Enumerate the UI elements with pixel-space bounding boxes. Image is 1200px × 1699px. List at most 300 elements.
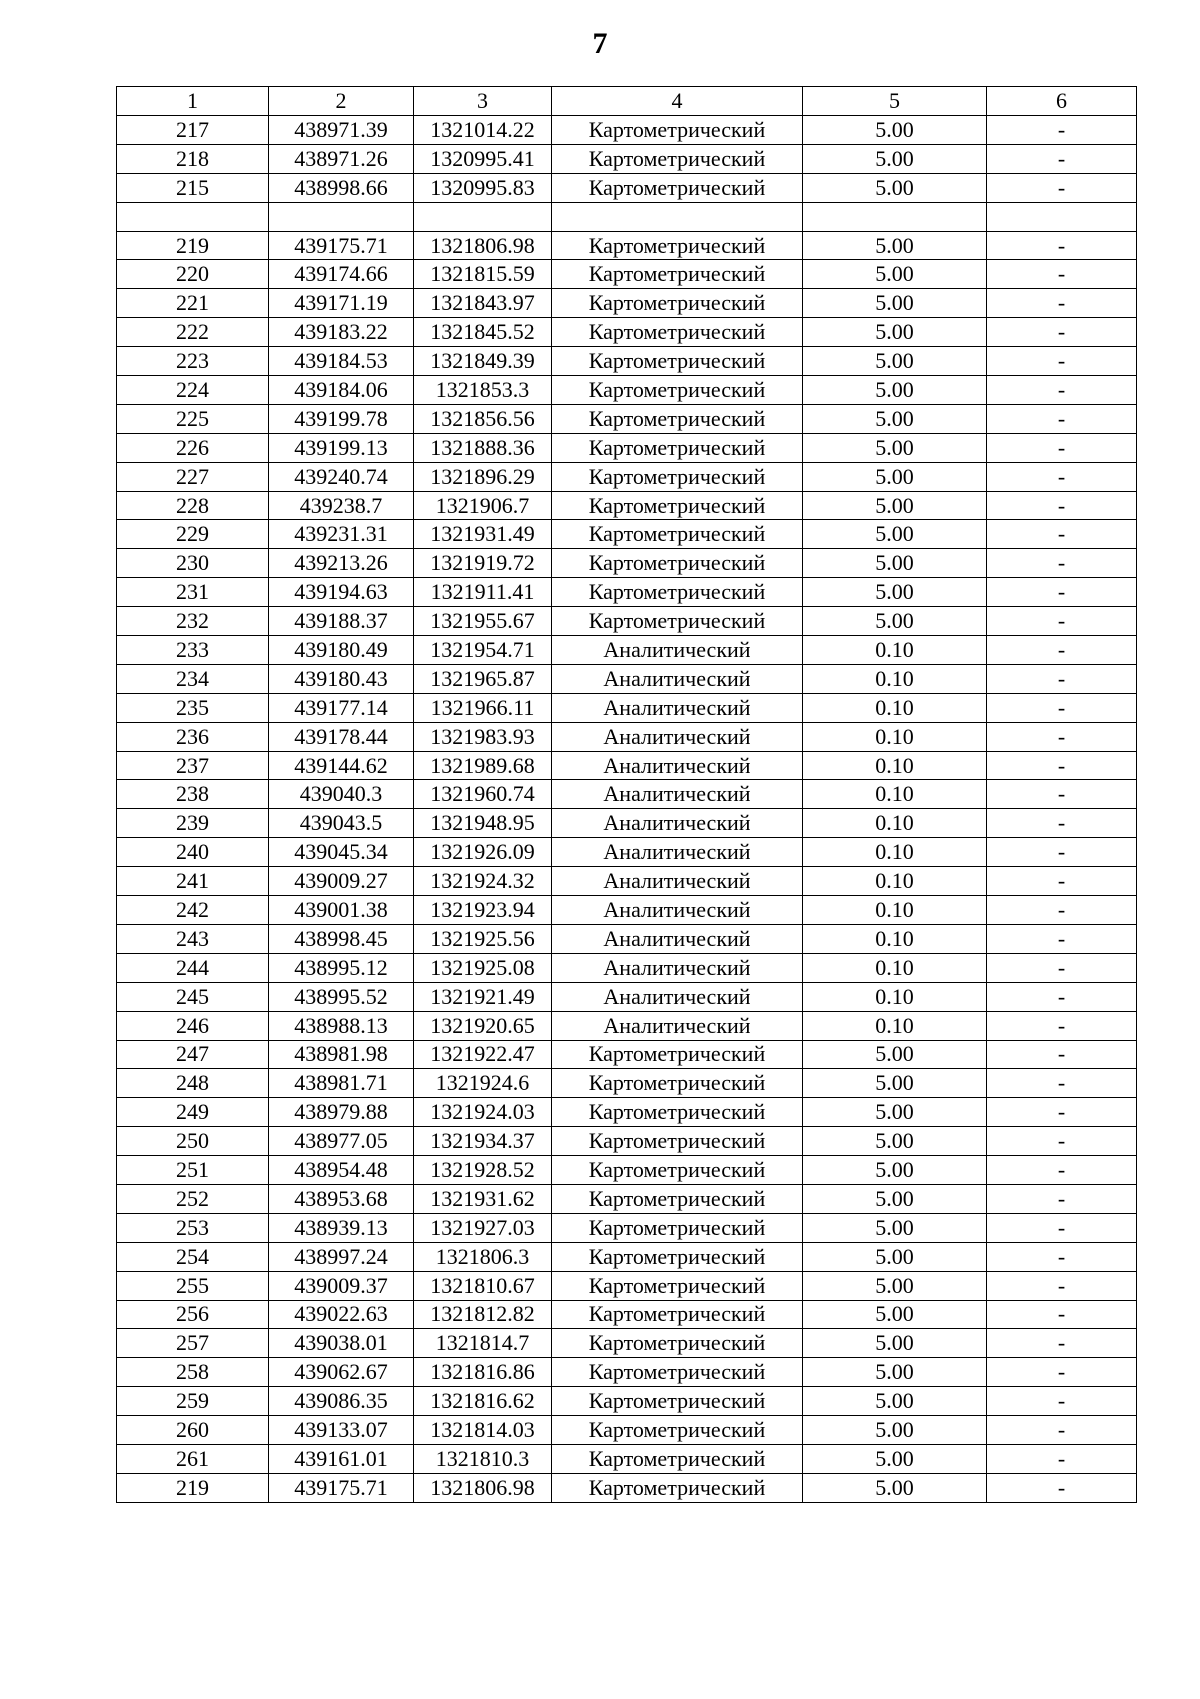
point-number-cell: 252 bbox=[117, 1184, 269, 1213]
method-cell: Картометрический bbox=[552, 549, 803, 578]
table-row bbox=[117, 1011, 1137, 1040]
x-coordinate-cell: 439180.49 bbox=[269, 636, 414, 665]
method-cell: Картометрический bbox=[552, 1416, 803, 1445]
point-number-cell: 255 bbox=[117, 1271, 269, 1300]
point-number-cell: 217 bbox=[117, 116, 269, 145]
y-coordinate-cell: 1321934.37 bbox=[414, 1127, 552, 1156]
x-coordinate-cell: 439133.07 bbox=[269, 1416, 414, 1445]
method-cell: Аналитический bbox=[552, 896, 803, 925]
y-coordinate-cell: 1321806.98 bbox=[414, 231, 552, 260]
y-coordinate-cell: 1321812.82 bbox=[414, 1300, 552, 1329]
table-row bbox=[117, 376, 1137, 405]
table-row bbox=[117, 549, 1137, 578]
method-cell: Картометрический bbox=[552, 231, 803, 260]
accuracy-cell: 5.00 bbox=[803, 1358, 987, 1387]
note-cell: - bbox=[987, 751, 1137, 780]
x-coordinate-cell: 439175.71 bbox=[269, 231, 414, 260]
note-cell: - bbox=[987, 376, 1137, 405]
point-number-cell: 232 bbox=[117, 607, 269, 636]
point-number-cell: 257 bbox=[117, 1329, 269, 1358]
note-cell bbox=[987, 202, 1137, 231]
note-cell: - bbox=[987, 896, 1137, 925]
method-cell: Картометрический bbox=[552, 376, 803, 405]
note-cell: - bbox=[987, 1300, 1137, 1329]
y-coordinate-cell: 1321906.7 bbox=[414, 491, 552, 520]
table-row bbox=[117, 578, 1137, 607]
y-coordinate-cell: 1321806.98 bbox=[414, 1473, 552, 1502]
note-cell: - bbox=[987, 780, 1137, 809]
table-row bbox=[117, 982, 1137, 1011]
y-coordinate-cell: 1321920.65 bbox=[414, 1011, 552, 1040]
accuracy-cell: 0.10 bbox=[803, 838, 987, 867]
accuracy-cell: 5.00 bbox=[803, 1213, 987, 1242]
y-coordinate-cell: 1321925.56 bbox=[414, 924, 552, 953]
y-coordinate-cell: 1321896.29 bbox=[414, 462, 552, 491]
table-row bbox=[117, 607, 1137, 636]
x-coordinate-cell: 439194.63 bbox=[269, 578, 414, 607]
method-cell: Картометрический bbox=[552, 1127, 803, 1156]
note-cell: - bbox=[987, 1098, 1137, 1127]
y-coordinate-cell: 1321931.62 bbox=[414, 1184, 552, 1213]
point-number-cell: 243 bbox=[117, 924, 269, 953]
point-number-cell: 236 bbox=[117, 722, 269, 751]
y-coordinate-cell: 1321931.49 bbox=[414, 520, 552, 549]
point-number-cell: 235 bbox=[117, 693, 269, 722]
table-row bbox=[117, 318, 1137, 347]
method-cell: Аналитический bbox=[552, 838, 803, 867]
accuracy-cell: 0.10 bbox=[803, 751, 987, 780]
x-coordinate-cell: 439213.26 bbox=[269, 549, 414, 578]
table-row bbox=[117, 260, 1137, 289]
note-cell: - bbox=[987, 809, 1137, 838]
point-number-cell: 224 bbox=[117, 376, 269, 405]
accuracy-cell: 5.00 bbox=[803, 1040, 987, 1069]
x-coordinate-cell: 439043.5 bbox=[269, 809, 414, 838]
point-number-cell: 245 bbox=[117, 982, 269, 1011]
method-cell: Аналитический bbox=[552, 693, 803, 722]
note-cell: - bbox=[987, 664, 1137, 693]
y-coordinate-cell bbox=[414, 202, 552, 231]
point-number-cell: 227 bbox=[117, 462, 269, 491]
table-body bbox=[117, 87, 1137, 1503]
method-cell: Картометрический bbox=[552, 1242, 803, 1271]
point-number-cell: 237 bbox=[117, 751, 269, 780]
table-row bbox=[117, 809, 1137, 838]
point-number-cell: 250 bbox=[117, 1127, 269, 1156]
table-row bbox=[117, 116, 1137, 145]
note-cell: - bbox=[987, 636, 1137, 665]
point-number-cell: 239 bbox=[117, 809, 269, 838]
note-cell: - bbox=[987, 144, 1137, 173]
point-number-cell: 230 bbox=[117, 549, 269, 578]
note-cell: - bbox=[987, 1127, 1137, 1156]
x-coordinate-cell: 439038.01 bbox=[269, 1329, 414, 1358]
note-cell: - bbox=[987, 1444, 1137, 1473]
method-cell: Картометрический bbox=[552, 1271, 803, 1300]
method-cell: Картометрический bbox=[552, 1358, 803, 1387]
table-row bbox=[117, 1242, 1137, 1271]
point-number-cell: 238 bbox=[117, 780, 269, 809]
x-coordinate-cell: 438977.05 bbox=[269, 1127, 414, 1156]
point-number-cell: 241 bbox=[117, 867, 269, 896]
y-coordinate-cell: 1321954.71 bbox=[414, 636, 552, 665]
table-row bbox=[117, 693, 1137, 722]
accuracy-cell: 0.10 bbox=[803, 636, 987, 665]
method-cell: Аналитический bbox=[552, 982, 803, 1011]
table-row bbox=[117, 1271, 1137, 1300]
method-cell: Картометрический bbox=[552, 578, 803, 607]
note-cell: - bbox=[987, 404, 1137, 433]
note-cell: - bbox=[987, 1011, 1137, 1040]
method-cell: Картометрический bbox=[552, 1184, 803, 1213]
table-row bbox=[117, 520, 1137, 549]
x-coordinate-cell: 438979.88 bbox=[269, 1098, 414, 1127]
method-cell: Картометрический bbox=[552, 404, 803, 433]
table-row bbox=[117, 838, 1137, 867]
x-coordinate-cell: 438971.39 bbox=[269, 116, 414, 145]
point-number-cell: 228 bbox=[117, 491, 269, 520]
accuracy-cell: 0.10 bbox=[803, 780, 987, 809]
y-coordinate-cell: 1321989.68 bbox=[414, 751, 552, 780]
x-coordinate-cell: 439171.19 bbox=[269, 289, 414, 318]
accuracy-cell: 5.00 bbox=[803, 1329, 987, 1358]
accuracy-cell: 5.00 bbox=[803, 549, 987, 578]
x-coordinate-cell: 438971.26 bbox=[269, 144, 414, 173]
point-number-cell: 247 bbox=[117, 1040, 269, 1069]
table-row bbox=[117, 202, 1137, 231]
point-number-cell: 222 bbox=[117, 318, 269, 347]
note-cell: - bbox=[987, 549, 1137, 578]
y-coordinate-cell: 1321816.86 bbox=[414, 1358, 552, 1387]
table-row bbox=[117, 751, 1137, 780]
point-number-cell: 226 bbox=[117, 433, 269, 462]
table-row bbox=[117, 953, 1137, 982]
table-row bbox=[117, 1358, 1137, 1387]
accuracy-cell: 5.00 bbox=[803, 289, 987, 318]
table-row bbox=[117, 347, 1137, 376]
table-row bbox=[117, 1040, 1137, 1069]
x-coordinate-cell: 439231.31 bbox=[269, 520, 414, 549]
method-cell: Картометрический bbox=[552, 173, 803, 202]
y-coordinate-cell: 1321014.22 bbox=[414, 116, 552, 145]
table-row bbox=[117, 924, 1137, 953]
table-row bbox=[117, 780, 1137, 809]
column-number-header: 5 bbox=[803, 87, 987, 116]
x-coordinate-cell: 439174.66 bbox=[269, 260, 414, 289]
x-coordinate-cell: 439086.35 bbox=[269, 1387, 414, 1416]
y-coordinate-cell: 1321849.39 bbox=[414, 347, 552, 376]
x-coordinate-cell: 439178.44 bbox=[269, 722, 414, 751]
accuracy-cell: 0.10 bbox=[803, 867, 987, 896]
note-cell: - bbox=[987, 982, 1137, 1011]
method-cell: Картометрический bbox=[552, 462, 803, 491]
accuracy-cell: 5.00 bbox=[803, 433, 987, 462]
note-cell: - bbox=[987, 578, 1137, 607]
accuracy-cell: 5.00 bbox=[803, 1069, 987, 1098]
method-cell: Картометрический bbox=[552, 1098, 803, 1127]
accuracy-cell: 5.00 bbox=[803, 1156, 987, 1185]
y-coordinate-cell: 1321810.3 bbox=[414, 1444, 552, 1473]
accuracy-cell: 5.00 bbox=[803, 462, 987, 491]
accuracy-cell: 5.00 bbox=[803, 318, 987, 347]
column-number-header: 1 bbox=[117, 87, 269, 116]
column-number-header: 6 bbox=[987, 87, 1137, 116]
table-row bbox=[117, 1069, 1137, 1098]
x-coordinate-cell bbox=[269, 202, 414, 231]
x-coordinate-cell: 438998.45 bbox=[269, 924, 414, 953]
point-number-cell bbox=[117, 202, 269, 231]
note-cell: - bbox=[987, 693, 1137, 722]
method-cell: Аналитический bbox=[552, 924, 803, 953]
y-coordinate-cell: 1321919.72 bbox=[414, 549, 552, 578]
point-number-cell: 219 bbox=[117, 231, 269, 260]
x-coordinate-cell: 439009.37 bbox=[269, 1271, 414, 1300]
point-number-cell: 248 bbox=[117, 1069, 269, 1098]
method-cell: Картометрический bbox=[552, 116, 803, 145]
y-coordinate-cell: 1321814.03 bbox=[414, 1416, 552, 1445]
point-number-cell: 253 bbox=[117, 1213, 269, 1242]
column-number-header: 2 bbox=[269, 87, 414, 116]
y-coordinate-cell: 1321853.3 bbox=[414, 376, 552, 405]
point-number-cell: 223 bbox=[117, 347, 269, 376]
x-coordinate-cell: 439238.7 bbox=[269, 491, 414, 520]
method-cell: Аналитический bbox=[552, 636, 803, 665]
method-cell: Картометрический bbox=[552, 1444, 803, 1473]
note-cell: - bbox=[987, 1242, 1137, 1271]
coordinates-table bbox=[116, 86, 1137, 1503]
x-coordinate-cell: 439062.67 bbox=[269, 1358, 414, 1387]
note-cell: - bbox=[987, 260, 1137, 289]
table-row bbox=[117, 636, 1137, 665]
y-coordinate-cell: 1321815.59 bbox=[414, 260, 552, 289]
point-number-cell: 254 bbox=[117, 1242, 269, 1271]
note-cell: - bbox=[987, 491, 1137, 520]
table-row bbox=[117, 896, 1137, 925]
note-cell: - bbox=[987, 1069, 1137, 1098]
method-cell: Картометрический bbox=[552, 1156, 803, 1185]
x-coordinate-cell: 438954.48 bbox=[269, 1156, 414, 1185]
method-cell: Картометрический bbox=[552, 433, 803, 462]
accuracy-cell: 5.00 bbox=[803, 1242, 987, 1271]
point-number-cell: 240 bbox=[117, 838, 269, 867]
table-row bbox=[117, 433, 1137, 462]
note-cell: - bbox=[987, 520, 1137, 549]
point-number-cell: 233 bbox=[117, 636, 269, 665]
y-coordinate-cell: 1321924.6 bbox=[414, 1069, 552, 1098]
x-coordinate-cell: 439001.38 bbox=[269, 896, 414, 925]
x-coordinate-cell: 439183.22 bbox=[269, 318, 414, 347]
accuracy-cell: 0.10 bbox=[803, 982, 987, 1011]
note-cell: - bbox=[987, 1271, 1137, 1300]
method-cell: Аналитический bbox=[552, 780, 803, 809]
accuracy-cell bbox=[803, 202, 987, 231]
accuracy-cell: 5.00 bbox=[803, 347, 987, 376]
table-row bbox=[117, 722, 1137, 751]
accuracy-cell: 5.00 bbox=[803, 1184, 987, 1213]
method-cell: Аналитический bbox=[552, 953, 803, 982]
y-coordinate-cell: 1321925.08 bbox=[414, 953, 552, 982]
point-number-cell: 260 bbox=[117, 1416, 269, 1445]
x-coordinate-cell: 438981.98 bbox=[269, 1040, 414, 1069]
table-row bbox=[117, 289, 1137, 318]
page-number: 7 bbox=[592, 27, 608, 60]
method-cell: Аналитический bbox=[552, 751, 803, 780]
y-coordinate-cell: 1320995.41 bbox=[414, 144, 552, 173]
method-cell: Аналитический bbox=[552, 664, 803, 693]
accuracy-cell: 5.00 bbox=[803, 1473, 987, 1502]
x-coordinate-cell: 439040.3 bbox=[269, 780, 414, 809]
table-row bbox=[117, 1098, 1137, 1127]
table-row bbox=[117, 1387, 1137, 1416]
x-coordinate-cell: 438939.13 bbox=[269, 1213, 414, 1242]
accuracy-cell: 5.00 bbox=[803, 491, 987, 520]
x-coordinate-cell: 439045.34 bbox=[269, 838, 414, 867]
accuracy-cell: 0.10 bbox=[803, 924, 987, 953]
accuracy-cell: 0.10 bbox=[803, 896, 987, 925]
method-cell bbox=[552, 202, 803, 231]
note-cell: - bbox=[987, 1040, 1137, 1069]
note-cell: - bbox=[987, 1473, 1137, 1502]
note-cell: - bbox=[987, 867, 1137, 896]
note-cell: - bbox=[987, 1156, 1137, 1185]
y-coordinate-cell: 1321816.62 bbox=[414, 1387, 552, 1416]
accuracy-cell: 0.10 bbox=[803, 664, 987, 693]
column-number-header: 4 bbox=[552, 87, 803, 116]
y-coordinate-cell: 1321948.95 bbox=[414, 809, 552, 838]
table-row bbox=[117, 1444, 1137, 1473]
x-coordinate-cell: 439009.27 bbox=[269, 867, 414, 896]
method-cell: Картометрический bbox=[552, 520, 803, 549]
method-cell: Картометрический bbox=[552, 1329, 803, 1358]
method-cell: Аналитический bbox=[552, 1011, 803, 1040]
y-coordinate-cell: 1321810.67 bbox=[414, 1271, 552, 1300]
accuracy-cell: 5.00 bbox=[803, 520, 987, 549]
point-number-cell: 251 bbox=[117, 1156, 269, 1185]
x-coordinate-cell: 439199.13 bbox=[269, 433, 414, 462]
table-row bbox=[117, 1184, 1137, 1213]
x-coordinate-cell: 438988.13 bbox=[269, 1011, 414, 1040]
method-cell: Картометрический bbox=[552, 1387, 803, 1416]
note-cell: - bbox=[987, 318, 1137, 347]
accuracy-cell: 5.00 bbox=[803, 1098, 987, 1127]
accuracy-cell: 5.00 bbox=[803, 578, 987, 607]
accuracy-cell: 5.00 bbox=[803, 1387, 987, 1416]
point-number-cell: 219 bbox=[117, 1473, 269, 1502]
y-coordinate-cell: 1321924.32 bbox=[414, 867, 552, 896]
point-number-cell: 220 bbox=[117, 260, 269, 289]
note-cell: - bbox=[987, 116, 1137, 145]
point-number-cell: 249 bbox=[117, 1098, 269, 1127]
point-number-cell: 229 bbox=[117, 520, 269, 549]
note-cell: - bbox=[987, 289, 1137, 318]
accuracy-cell: 5.00 bbox=[803, 1300, 987, 1329]
accuracy-cell: 5.00 bbox=[803, 607, 987, 636]
accuracy-cell: 5.00 bbox=[803, 376, 987, 405]
y-coordinate-cell: 1321960.74 bbox=[414, 780, 552, 809]
note-cell: - bbox=[987, 173, 1137, 202]
y-coordinate-cell: 1321888.36 bbox=[414, 433, 552, 462]
accuracy-cell: 5.00 bbox=[803, 116, 987, 145]
x-coordinate-cell: 439199.78 bbox=[269, 404, 414, 433]
x-coordinate-cell: 439188.37 bbox=[269, 607, 414, 636]
table-row bbox=[117, 462, 1137, 491]
note-cell: - bbox=[987, 838, 1137, 867]
point-number-cell: 261 bbox=[117, 1444, 269, 1473]
method-cell: Картометрический bbox=[552, 144, 803, 173]
table-row bbox=[117, 1473, 1137, 1502]
point-number-cell: 225 bbox=[117, 404, 269, 433]
accuracy-cell: 5.00 bbox=[803, 404, 987, 433]
point-number-cell: 234 bbox=[117, 664, 269, 693]
x-coordinate-cell: 439184.06 bbox=[269, 376, 414, 405]
table-row bbox=[117, 1329, 1137, 1358]
method-cell: Картометрический bbox=[552, 491, 803, 520]
table-row bbox=[117, 1416, 1137, 1445]
accuracy-cell: 5.00 bbox=[803, 1416, 987, 1445]
accuracy-cell: 5.00 bbox=[803, 1271, 987, 1300]
x-coordinate-cell: 439177.14 bbox=[269, 693, 414, 722]
note-cell: - bbox=[987, 1213, 1137, 1242]
accuracy-cell: 0.10 bbox=[803, 722, 987, 751]
method-cell: Картометрический bbox=[552, 260, 803, 289]
x-coordinate-cell: 439144.62 bbox=[269, 751, 414, 780]
accuracy-cell: 5.00 bbox=[803, 1127, 987, 1156]
note-cell: - bbox=[987, 1184, 1137, 1213]
note-cell: - bbox=[987, 1329, 1137, 1358]
note-cell: - bbox=[987, 607, 1137, 636]
x-coordinate-cell: 438995.12 bbox=[269, 953, 414, 982]
x-coordinate-cell: 438981.71 bbox=[269, 1069, 414, 1098]
point-number-cell: 242 bbox=[117, 896, 269, 925]
x-coordinate-cell: 438997.24 bbox=[269, 1242, 414, 1271]
x-coordinate-cell: 438953.68 bbox=[269, 1184, 414, 1213]
y-coordinate-cell: 1321856.56 bbox=[414, 404, 552, 433]
accuracy-cell: 0.10 bbox=[803, 1011, 987, 1040]
y-coordinate-cell: 1321806.3 bbox=[414, 1242, 552, 1271]
y-coordinate-cell: 1321965.87 bbox=[414, 664, 552, 693]
y-coordinate-cell: 1321926.09 bbox=[414, 838, 552, 867]
y-coordinate-cell: 1320995.83 bbox=[414, 173, 552, 202]
note-cell: - bbox=[987, 462, 1137, 491]
note-cell: - bbox=[987, 953, 1137, 982]
table-row bbox=[117, 231, 1137, 260]
note-cell: - bbox=[987, 347, 1137, 376]
y-coordinate-cell: 1321983.93 bbox=[414, 722, 552, 751]
y-coordinate-cell: 1321923.94 bbox=[414, 896, 552, 925]
point-number-cell: 244 bbox=[117, 953, 269, 982]
accuracy-cell: 0.10 bbox=[803, 953, 987, 982]
method-cell: Картометрический bbox=[552, 1069, 803, 1098]
method-cell: Аналитический bbox=[552, 867, 803, 896]
x-coordinate-cell: 438998.66 bbox=[269, 173, 414, 202]
accuracy-cell: 0.10 bbox=[803, 693, 987, 722]
table-row bbox=[117, 664, 1137, 693]
x-coordinate-cell: 439240.74 bbox=[269, 462, 414, 491]
method-cell: Картометрический bbox=[552, 1213, 803, 1242]
table-row bbox=[117, 491, 1137, 520]
point-number-cell: 221 bbox=[117, 289, 269, 318]
y-coordinate-cell: 1321928.52 bbox=[414, 1156, 552, 1185]
point-number-cell: 246 bbox=[117, 1011, 269, 1040]
x-coordinate-cell: 439022.63 bbox=[269, 1300, 414, 1329]
y-coordinate-cell: 1321966.11 bbox=[414, 693, 552, 722]
x-coordinate-cell: 438995.52 bbox=[269, 982, 414, 1011]
y-coordinate-cell: 1321814.7 bbox=[414, 1329, 552, 1358]
point-number-cell: 231 bbox=[117, 578, 269, 607]
y-coordinate-cell: 1321924.03 bbox=[414, 1098, 552, 1127]
note-cell: - bbox=[987, 1358, 1137, 1387]
table-row bbox=[117, 1127, 1137, 1156]
